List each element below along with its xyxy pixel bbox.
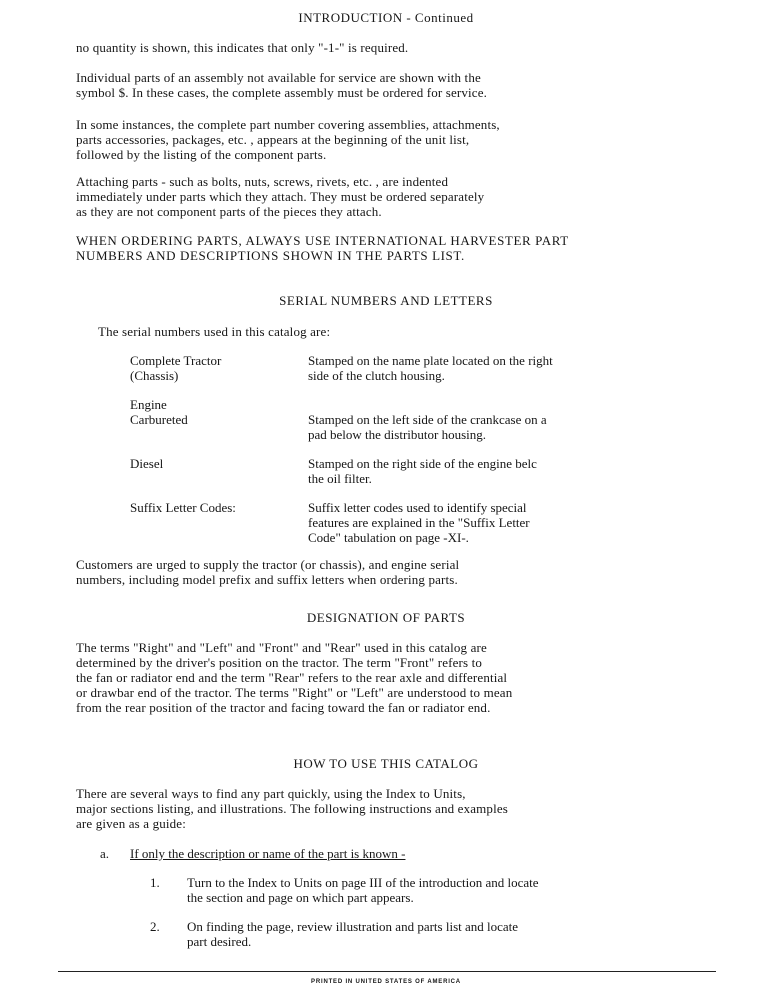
intro-paragraph-2: Individual parts of an assembly not available for service are shown with the symbol $. In these cases, the complete assembly must be ordered for service.: [76, 70, 488, 100]
intro-paragraph-3: In some instances, the complete part number covering assemblies, attachments, parts accessories, packages, etc. , appears at the beginning of the unit list, followed by the listing of the component parts.: [76, 117, 500, 162]
serial-label: Engine Carbureted: [130, 397, 188, 427]
serial-description: Stamped on the left side of the crankcase on a pad below the distributor housing.: [308, 412, 547, 442]
ordering-notice: WHEN ORDERING PARTS, ALWAYS USE INTERNATIONAL HARVESTER PART NUMBERS AND DESCRIPTIONS SHOWN IN THE PARTS LIST.: [76, 233, 569, 263]
list-marker: a.: [100, 846, 110, 861]
serial-intro: The serial numbers used in this catalog are:: [98, 324, 331, 339]
section-heading-designation: DESIGNATION OF PARTS: [306, 610, 466, 625]
instruction-item-a-text: If only the description or name of the part is known -: [130, 846, 406, 861]
step-number: 1.: [150, 875, 160, 890]
serial-description: Stamped on the right side of the engine belc the oil filter.: [308, 456, 537, 486]
intro-paragraph-4: Attaching parts - such as bolts, nuts, screws, rivets, etc. , are indented immediately under parts which they attach. They must be ordered separately as they are not component parts of the pieces they attach.: [76, 174, 485, 219]
section-heading-serial: SERIAL NUMBERS AND LETTERS: [279, 293, 493, 308]
serial-description: Stamped on the name plate located on the right side of the clutch housing.: [308, 353, 553, 383]
page-title: INTRODUCTION - Continued: [298, 10, 474, 25]
serial-label: Diesel: [130, 456, 164, 471]
footer-divider: [58, 971, 716, 972]
how-to-use-intro: There are several ways to find any part quickly, using the Index to Units, major sections listing, and illustrations. The following instructions and examples are given as a guide:: [76, 786, 508, 831]
serial-label: Complete Tractor (Chassis): [130, 353, 222, 383]
intro-paragraph-1: no quantity is shown, this indicates that only "-1-" is required.: [76, 40, 409, 55]
step-number: 2.: [150, 919, 160, 934]
printed-in-footer: PRINTED IN UNITED STATES OF AMERICA: [311, 979, 461, 985]
serial-closing-paragraph: Customers are urged to supply the tractor (or chassis), and engine serial numbers, including model prefix and suffix letters when ordering parts.: [76, 557, 460, 587]
serial-description: Suffix letter codes used to identify special features are explained in the "Suffix Letter Code" tabulation on page -XI-.: [308, 500, 530, 545]
designation-paragraph: The terms "Right" and "Left" and "Front" and "Rear" used in this catalog are determined by the driver's position on the tractor. The term "Front" refers to the fan or radiator end and the term "Rear" refers to the rear axle and differential or drawbar end of the tractor. The terms "Right" or "Left" are understood to mean from the rear position of the tractor and facing toward the fan or radiator end.: [76, 640, 513, 715]
serial-label: Suffix Letter Codes:: [130, 500, 236, 515]
step-text: Turn to the Index to Units on page III of the introduction and locate the section and page on which part appears.: [187, 875, 539, 905]
step-text: On finding the page, review illustration and parts list and locate part desired.: [187, 919, 519, 949]
section-heading-how-to-use: HOW TO USE THIS CATALOG: [293, 756, 479, 771]
